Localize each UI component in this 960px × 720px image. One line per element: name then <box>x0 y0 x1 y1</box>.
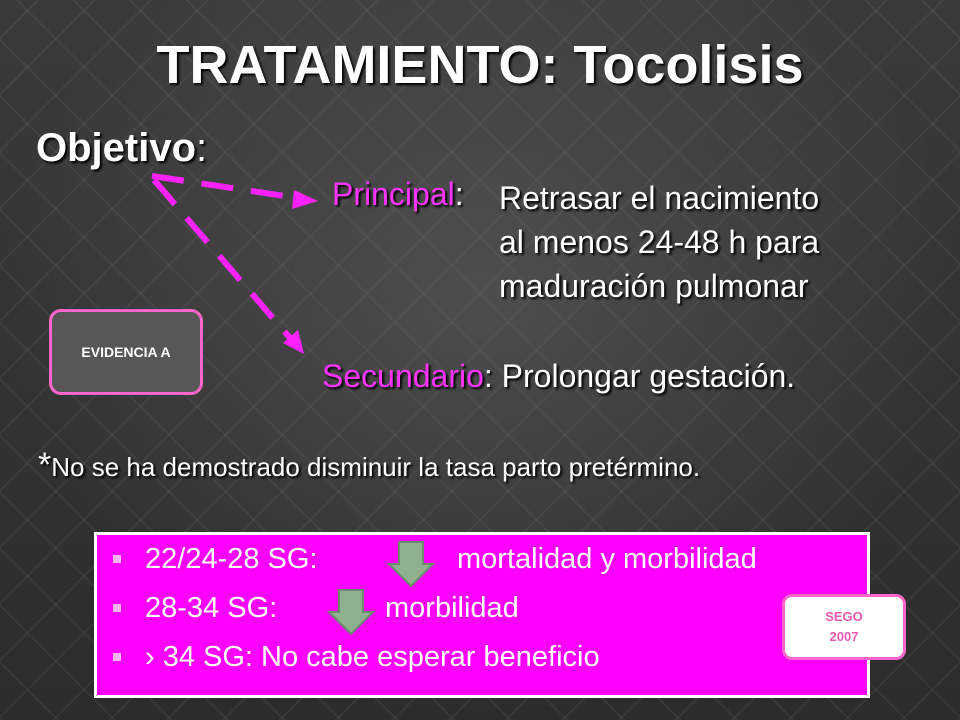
principal-label-group <box>332 176 464 213</box>
item-lead: › 34 SG: No cabe esperar beneficio <box>145 641 600 673</box>
principal-line: Retrasar el nacimiento <box>499 180 820 216</box>
secundario-line <box>322 358 795 395</box>
footnote <box>38 446 700 485</box>
square-bullet-icon <box>113 604 121 612</box>
sego-2007-badge <box>782 594 906 660</box>
slide-title: TRATAMIENTO: Tocolisis <box>156 35 804 95</box>
objetivo-label: Objetivo <box>36 126 197 170</box>
evidencia-badge: EVIDENCIA A <box>49 309 203 395</box>
down-arrow-icon <box>327 588 375 636</box>
principal-line: al menos 24-48 h para <box>499 224 820 260</box>
principal-line: maduración pulmonar <box>499 268 809 304</box>
principal-label: Principal <box>332 176 455 212</box>
dashed-arrow-to-principal <box>152 176 318 209</box>
item-lead: 22/24-28 SG: <box>145 543 318 575</box>
item-lead: 28-34 SG: <box>145 592 278 624</box>
footnote-asterisk: * <box>38 446 52 484</box>
principal-colon: : <box>454 176 464 212</box>
down-arrow-icon <box>387 540 435 588</box>
square-bullet-icon <box>113 555 121 563</box>
sego-label: SEGO <box>825 609 863 624</box>
item-tail: mortalidad y morbilidad <box>457 543 757 575</box>
secundario-label: Secundario <box>322 358 484 394</box>
principal-text <box>499 176 819 308</box>
outcomes-box <box>94 532 870 698</box>
objetivo-colon: : <box>196 126 208 170</box>
item-tail: morbilidad <box>385 592 519 624</box>
secundario-text: : Prolongar gestación. <box>483 358 796 394</box>
square-bullet-icon <box>113 653 121 661</box>
footnote-text: No se ha demostrado disminuir la tasa parto pretérmino. <box>51 452 701 482</box>
sego-year: 2007 <box>829 629 859 644</box>
